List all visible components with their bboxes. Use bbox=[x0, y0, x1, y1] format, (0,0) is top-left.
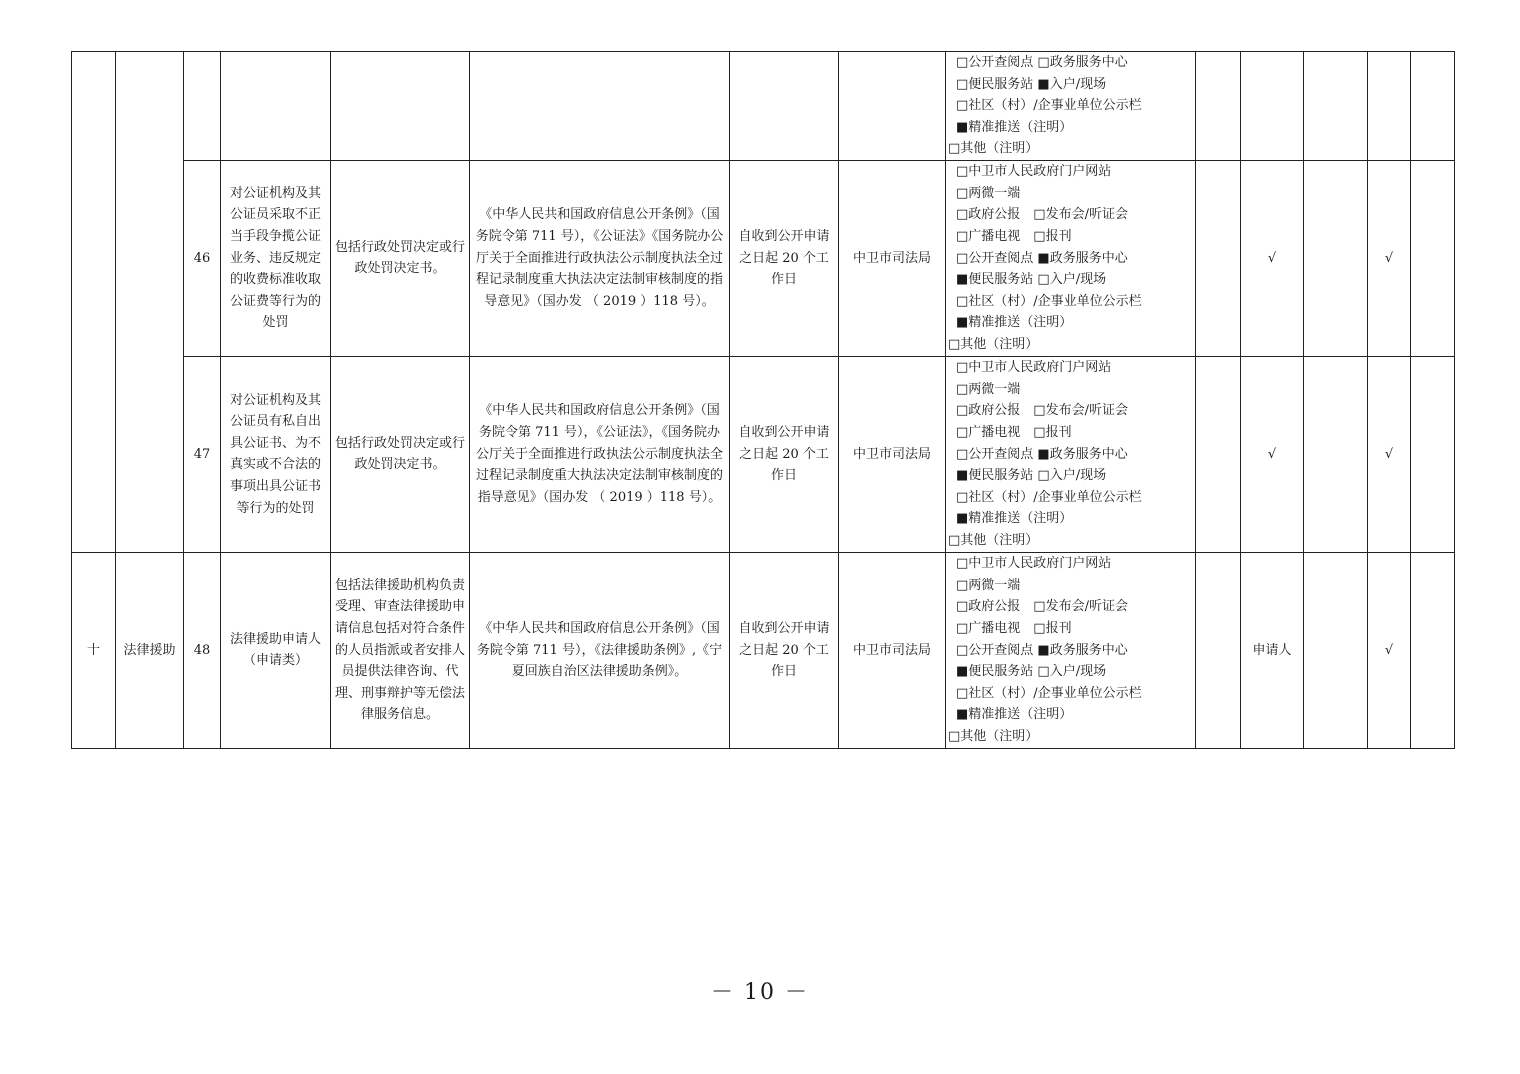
legal-basis: 《中华人民共和国政府信息公开条例》（国务院令第 711 号），《法律援助条例》,《宁夏回族自治区法律援助条例》。 bbox=[470, 552, 730, 748]
channel-option: □社区（村）/企事业单位公示栏 bbox=[956, 98, 1142, 114]
channel-option: ■便民服务站 □入户/现场 bbox=[956, 272, 1107, 288]
agency: 中卫市司法局 bbox=[839, 160, 946, 356]
mark-cell-5 bbox=[1411, 160, 1455, 356]
channel-option: □公开查阅点 ■政务服务中心 bbox=[956, 642, 1128, 658]
channel-option: □中卫市人民政府门户网站 bbox=[956, 360, 1112, 376]
category-cell: 法律援助 bbox=[116, 552, 184, 748]
channel-option: □两微一端 bbox=[956, 381, 1021, 397]
channel-option: □两微一端 bbox=[956, 577, 1021, 593]
channel-option: □便民服务站 ■入户/现场 bbox=[956, 76, 1107, 92]
channel-option: □其他（注明） bbox=[948, 729, 1039, 745]
channel-option: □社区（村）/企事业单位公示栏 bbox=[956, 293, 1142, 309]
channel-option: □公开查阅点 □政务服务中心 bbox=[956, 55, 1128, 70]
channel-option: □公开查阅点 ■政务服务中心 bbox=[956, 250, 1128, 266]
mark-cell-3 bbox=[1304, 160, 1368, 356]
item-name: 对公证机构及其公证员采取不正当手段争揽公证业务、违反规定的收费标准收取公证费等行为的处罚 bbox=[221, 160, 331, 356]
mark-cell-3 bbox=[1304, 552, 1368, 748]
mark-cell-1 bbox=[1196, 52, 1241, 161]
mark-cell-1 bbox=[1196, 356, 1241, 552]
channel-option: □政府公报 □发布会/听证会 bbox=[956, 599, 1128, 615]
mark-cell-5 bbox=[1411, 356, 1455, 552]
channel-option: □广播电视 □报刊 bbox=[956, 425, 1072, 441]
item-number: 46 bbox=[184, 160, 221, 356]
disclosure-channels bbox=[946, 160, 1196, 356]
table-row bbox=[72, 356, 1455, 552]
legal-basis bbox=[470, 52, 730, 161]
time-limit bbox=[730, 52, 839, 161]
item-content bbox=[331, 52, 470, 161]
seq-cell: 十 bbox=[72, 552, 116, 748]
mark-cell-4: √ bbox=[1368, 552, 1411, 748]
channel-option: ■便民服务站 □入户/现场 bbox=[956, 468, 1107, 484]
mark-cell-5 bbox=[1411, 552, 1455, 748]
time-limit: 自收到公开申请之日起 20 个工作日 bbox=[730, 356, 839, 552]
seq-cell bbox=[72, 52, 116, 553]
channel-option: ■精准推送（注明） bbox=[956, 707, 1073, 723]
table-row bbox=[72, 552, 1455, 748]
mark-cell-2: √ bbox=[1241, 160, 1304, 356]
table-row bbox=[72, 160, 1455, 356]
item-number: 47 bbox=[184, 356, 221, 552]
item-name: 法律援助申请人（申请类） bbox=[221, 552, 331, 748]
channel-option: ■精准推送（注明） bbox=[956, 315, 1073, 331]
mark-cell-4 bbox=[1368, 52, 1411, 161]
item-content: 包括行政处罚决定或行政处罚决定书。 bbox=[331, 356, 470, 552]
channel-option: □政府公报 □发布会/听证会 bbox=[956, 403, 1128, 419]
agency bbox=[839, 52, 946, 161]
item-content: 包括法律援助机构负责受理、审查法律援助申请信息包括对符合条件的人员指派或者安排人员提供法律咨询、代理、刑事辩护等无偿法律服务信息。 bbox=[331, 552, 470, 748]
mark-cell-3 bbox=[1304, 52, 1368, 161]
channel-option: □其他（注明） bbox=[948, 337, 1039, 353]
item-name: 对公证机构及其公证员有私自出具公证书、为不真实或不合法的事项出具公证书等行为的处罚 bbox=[221, 356, 331, 552]
mark-cell-1 bbox=[1196, 160, 1241, 356]
mark-cell-2 bbox=[1241, 52, 1304, 161]
channel-option: □中卫市人民政府门户网站 bbox=[956, 556, 1112, 572]
time-limit: 自收到公开申请之日起 20 个工作日 bbox=[730, 160, 839, 356]
channel-option: □其他（注明） bbox=[948, 533, 1039, 549]
channel-option: □公开查阅点 ■政务服务中心 bbox=[956, 446, 1128, 462]
legal-basis: 《中华人民共和国政府信息公开条例》（国务院令第 711 号），《公证法》，《国务院办公厅关于全面推进行政执法公示制度执法全过程记录制度重大执法决定法制审核制度的指导意见》（国办发 （ 2019 ）118 号）。 bbox=[470, 356, 730, 552]
agency: 中卫市司法局 bbox=[839, 356, 946, 552]
channel-option: □社区（村）/企事业单位公示栏 bbox=[956, 685, 1142, 701]
legal-basis: 《中华人民共和国政府信息公开条例》（国务院令第 711 号），《公证法》《国务院办公厅关于全面推进行政执法公示制度执法全过程记录制度重大执法决定法制审核制度的指导意见》（国办发 （ 2019 ）118 号）。 bbox=[470, 160, 730, 356]
channel-option: ■精准推送（注明） bbox=[956, 119, 1073, 135]
disclosure-channels bbox=[946, 552, 1196, 748]
mark-cell-5 bbox=[1411, 52, 1455, 161]
item-content: 包括行政处罚决定或行政处罚决定书。 bbox=[331, 160, 470, 356]
mark-cell-3 bbox=[1304, 356, 1368, 552]
channel-option: □广播电视 □报刊 bbox=[956, 621, 1072, 637]
agency: 中卫市司法局 bbox=[839, 552, 946, 748]
mark-cell-1 bbox=[1196, 552, 1241, 748]
item-number bbox=[184, 52, 221, 161]
channel-option: □两微一端 bbox=[956, 185, 1021, 201]
channel-option: □中卫市人民政府门户网站 bbox=[956, 164, 1112, 180]
channel-option: □政府公报 □发布会/听证会 bbox=[956, 207, 1128, 223]
channel-option: □其他（注明） bbox=[948, 141, 1039, 157]
page-number: － 10 － bbox=[711, 980, 809, 1005]
item-number: 48 bbox=[184, 552, 221, 748]
disclosure-channels bbox=[946, 356, 1196, 552]
mark-cell-2: √ bbox=[1241, 356, 1304, 552]
disclosure-channels bbox=[946, 52, 1196, 161]
channel-option: ■精准推送（注明） bbox=[956, 511, 1073, 527]
table-row bbox=[72, 52, 1455, 161]
channel-option: □广播电视 □报刊 bbox=[956, 229, 1072, 245]
channel-option: ■便民服务站 □入户/现场 bbox=[956, 664, 1107, 680]
mark-cell-4: √ bbox=[1368, 160, 1411, 356]
mark-cell-4: √ bbox=[1368, 356, 1411, 552]
category-cell bbox=[116, 52, 184, 553]
disclosure-table bbox=[71, 51, 1455, 749]
time-limit: 自收到公开申请之日起 20 个工作日 bbox=[730, 552, 839, 748]
item-name bbox=[221, 52, 331, 161]
channel-option: □社区（村）/企事业单位公示栏 bbox=[956, 489, 1142, 505]
mark-cell-2: 申请人 bbox=[1241, 552, 1304, 748]
